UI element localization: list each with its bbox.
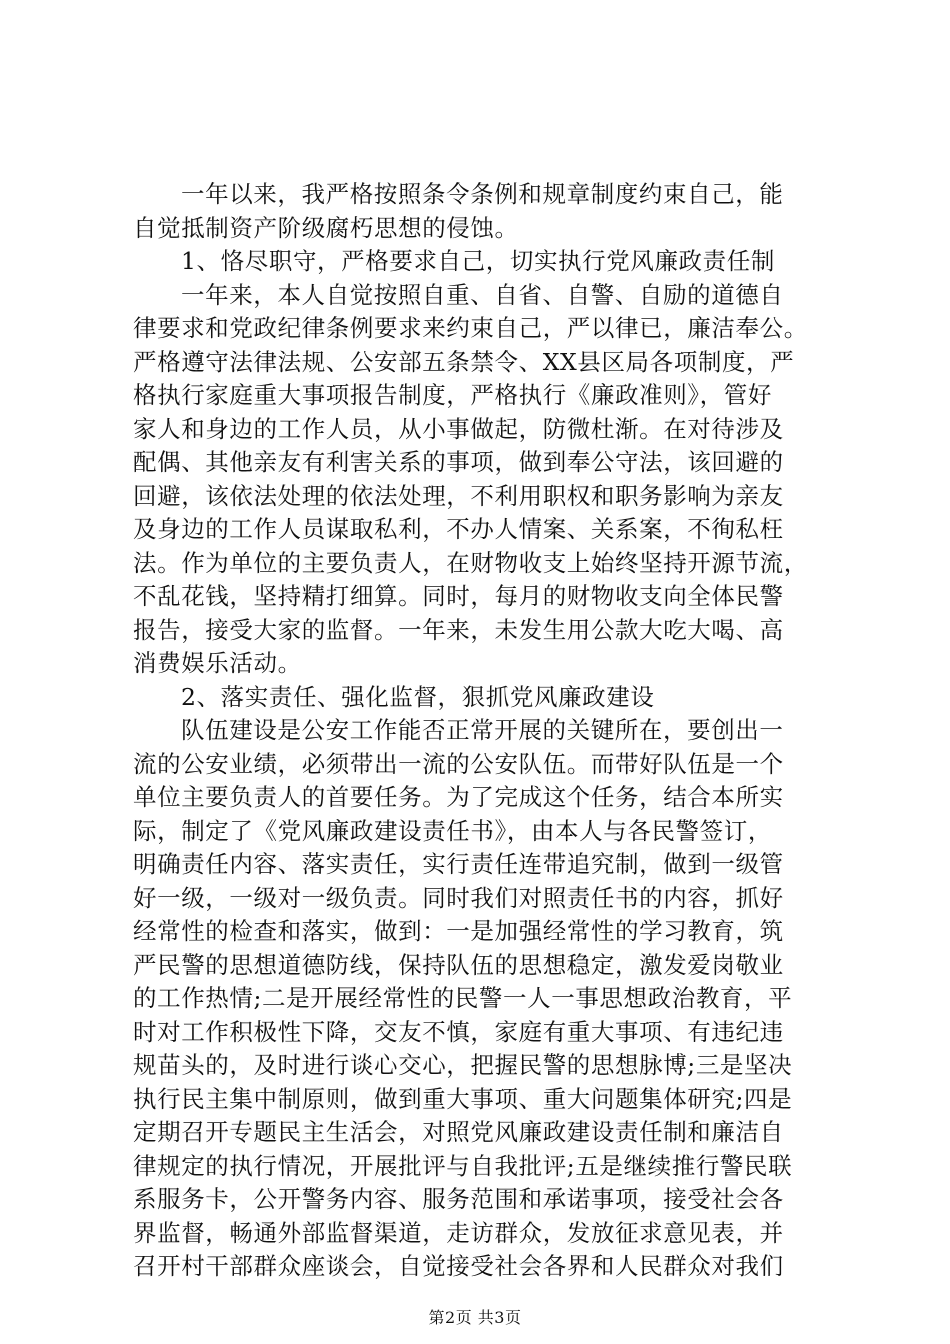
paragraph-line: 回避，该依法处理的依法处理，不利用职权和职务影响为亲友 xyxy=(133,481,784,510)
paragraph-line: 家人和身边的工作人员，从小事做起，防微杜渐。在对待涉及 xyxy=(133,414,784,443)
paragraph-line: 界监督，畅通外部监督渠道，走访群众，发放征求意见表，并 xyxy=(133,1218,784,1247)
paragraph-line: 配偶、其他亲友有利害关系的事项，做到奉公守法，该回避的 xyxy=(133,448,784,476)
paragraph-line: 定期召开专题民主生活会，对照党风廉政建设责任制和廉洁自 xyxy=(133,1118,784,1146)
paragraph-line: 时对工作积极性下降，交友不慎，家庭有重大事项、有违纪违 xyxy=(133,1017,784,1046)
paragraph-line: 报告，接受大家的监督。一年来，未发生用公款大吃大喝、高 xyxy=(133,615,784,644)
section-heading: 1、恪尽职守，严格要求自己，切实执行党风廉政责任制 xyxy=(181,247,775,275)
document-body xyxy=(133,178,853,1284)
paragraph-line: 召开村干部群众座谈会，自觉接受社会各界和人民群众对我们 xyxy=(133,1252,784,1280)
paragraph-line: 好一级，一级对一级负责。同时我们对照责任书的内容，抓好 xyxy=(133,883,784,912)
paragraph-line: 格执行家庭重大事项报告制度，严格执行《廉政准则》，管好 xyxy=(133,381,772,409)
paragraph-line: 明确责任内容、落实责任，实行责任连带追究制，做到一级管 xyxy=(133,850,784,878)
paragraph-line: 严格遵守法律法规、公安部五条禁令、XX县区局各项制度，严 xyxy=(133,347,795,376)
paragraph-line: 及身边的工作人员谋取私利，不办人情案、关系案，不徇私枉 xyxy=(133,515,784,543)
paragraph-line: 流的公安业绩，必须带出一流的公安队伍。而带好队伍是一个 xyxy=(133,749,784,778)
paragraph-line: 严民警的思想道德防线，保持队伍的思想稳定，激发爱岗敬业 xyxy=(133,950,784,979)
paragraph-line: 一年以来，我严格按照条令条例和规章制度约束自己，能 xyxy=(181,180,784,208)
paragraph-line: 一年来，本人自觉按照自重、自省、自警、自励的道德自 xyxy=(181,280,784,309)
paragraph-line: 律要求和党政纪律条例要求来约束自己，严以律已，廉洁奉公。 xyxy=(133,314,808,342)
paragraph-line: 法。作为单位的主要负责人，在财物收支上始终坚持开源节流， xyxy=(133,548,808,577)
paragraph-line: 律规定的执行情况，开展批评与自我批评;五是继续推行警民联 xyxy=(133,1151,793,1180)
paragraph-line: 系服务卡，公开警务内容、服务范围和承诺事项，接受社会各 xyxy=(133,1185,784,1213)
paragraph-line: 消费娱乐活动。 xyxy=(133,649,302,677)
paragraph-line: 自觉抵制资产阶级腐朽思想的侵蚀。 xyxy=(133,213,519,242)
paragraph-line: 的工作热情;二是开展经常性的民警一人一事思想政治教育，平 xyxy=(133,984,793,1012)
paragraph-line: 规苗头的，及时进行谈心交心，把握民警的思想脉博;三是坚决 xyxy=(133,1051,793,1079)
page-number-footer: 第2页 共3页 xyxy=(428,1308,522,1327)
paragraph-line: 队伍建设是公安工作能否正常开展的关键所在，要创出一 xyxy=(181,716,784,744)
paragraph-line: 单位主要负责人的首要任务。为了完成这个任务，结合本所实 xyxy=(133,783,784,811)
paragraph-line: 际，制定了《党风廉政建设责任书》，由本人与各民警签订， xyxy=(133,816,772,845)
paragraph-line: 执行民主集中制原则，做到重大事项、重大问题集体研究;四是 xyxy=(133,1084,793,1113)
paragraph-line: 不乱花钱，坚持精打细算。同时，每月的财物收支向全体民警 xyxy=(133,582,784,610)
section-heading: 2、落实责任、强化监督，狠抓党风廉政建设 xyxy=(181,682,655,711)
paragraph-line: 经常性的检查和落实，做到：一是加强经常性的学习教育，筑 xyxy=(133,917,784,945)
